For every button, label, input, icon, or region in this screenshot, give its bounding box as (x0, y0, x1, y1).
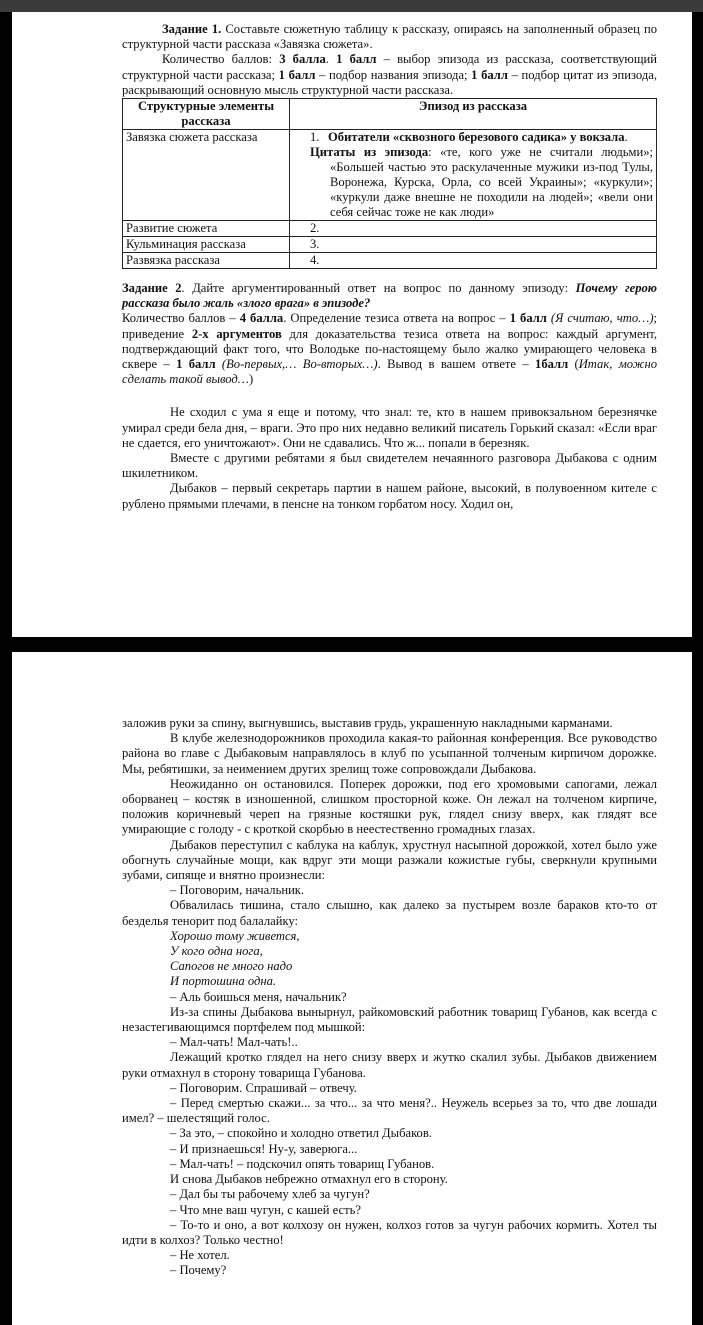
task1-score-a: 1 балл (336, 52, 377, 67)
task1-score-a-text: – выбор эпизода из рассказа, соответствующий структурной части рассказа; (122, 52, 658, 82)
story-paragraph: – Мал-чать! Мал-чать!.. (170, 1035, 298, 1050)
task1-score-c-text: – подбор цитат из эпизода, раскрывающий основную мысль структурной части рассказа. (122, 67, 658, 97)
row1-episode (290, 130, 657, 221)
story-paragraph: – Поговорим. Спрашивай – отвечу. (170, 1080, 357, 1095)
story-paragraph: Неожиданно он остановился. Поперек дорожки, под его хромовыми сапогами, лежал оборванец – костяк в изношенной, слишком просторной коже. Он лежал на толченом кирпиче, положив коричневый череп на грязные костяшки рук, глядел снизу вверх, как глядят все умирающие с голоду - с кроткой скорбью в неестественно громадных глазах. (122, 776, 657, 837)
story-paragraph: заложив руки за спину, выгнувшись, выставив грудь, украшенную накладными карманами. (122, 716, 613, 730)
task2-scoring-total: 4 балла (239, 311, 284, 326)
task1-score-b: 1 балл (278, 67, 316, 82)
story-paragraph: – То-то и оно, а вот колхозу он нужен, колхоз готов за чугун рабочих кормить. Хотел ты идти в колхоз? Только честно! (122, 1217, 657, 1247)
story-paragraph: В клубе железнодорожников проходила какая-то районная конференция. Все руководство района во главе с Дыбаковым направлялось в клуб по усыпанной толченым кирпичом дорожке. Мы, ребятишки, за неимением других зрелищ тоже сопровождали Дыбакова. (122, 731, 657, 776)
header-structural-elements: Структурные элементы рассказа (123, 99, 290, 130)
task2-scoring (122, 311, 657, 387)
row1-label: Завязка сюжета рассказа (123, 130, 290, 221)
story-paragraph: – Не хотел. (170, 1248, 230, 1263)
row1-num: 1. (310, 130, 320, 145)
document-page-2 (12, 652, 692, 1325)
story-paragraph: – Почему? (170, 1263, 227, 1278)
row3-num: 3. (310, 237, 320, 252)
table-row (123, 221, 657, 237)
task2-text: . Дайте аргументированный ответ на вопрос по данному эпизоду: (181, 281, 576, 296)
story-paragraph: – За это, – спокойно и холодно ответил Дыбаков. (170, 1126, 432, 1141)
task2-t3-score: 1балл (535, 357, 569, 372)
poem-line: Хорошо тому живется, (170, 928, 300, 943)
row1-episode-dot: . (624, 130, 628, 145)
document-page-1 (12, 12, 692, 637)
row2-episode (290, 221, 657, 237)
task1-text: Составьте сюжетную таблицу к рассказу, опираясь на заполненный образец по структурной части рассказа «Завязка сюжета». (122, 22, 657, 52)
task2-t3-close: ) (249, 372, 254, 387)
task2-t2-text: для доказательства тезиса ответа на вопрос: каждый аргумент, подтверждающий факт того, что Володьке по-настоящему было жалко умирающего человека в сквере – (122, 326, 657, 372)
story-paragraph: Дыбаков – первый секретарь партии в нашем районе, высокий, в полувоенном кителе с рублено прямыми плечами, в пенсне на тонком горбатом носу. Ходил он, (122, 481, 657, 511)
poem-line: И портошина одна. (170, 974, 277, 989)
poem-line: Сапогов не много надо (170, 959, 293, 974)
story-paragraph: – Перед смертью скажи... за что... за что меня?.. Неужель всерьез за то, что две лошади имел? – шелестящий голос. (122, 1096, 657, 1126)
task2-scoring-label: Количество баллов – (122, 311, 240, 326)
row4-episode (290, 253, 657, 269)
table-row (123, 130, 657, 221)
row3-label: Кульминация рассказа (123, 237, 290, 253)
table-row (123, 253, 657, 269)
story-paragraph: И снова Дыбаков небрежно отмахнул его в сторону. (170, 1172, 448, 1187)
task2-t2-score: 1 балл (176, 357, 216, 372)
task1-title: Задание 1. (162, 22, 222, 36)
task2-question: Почему герою рассказа было жаль «злого врага» в эпизоде? (122, 281, 657, 311)
top-bar (0, 0, 703, 12)
task2-t3-open: ( (568, 357, 579, 372)
story-paragraph: Дыбаков переступил с каблука на каблук, хрустнул насыпной дорожкой, хотел было уже обогнуть случайные мощи, как вдруг эти мощи разжали кожистые губы, сверкнули крупными зубами, сипяще и внятно произнесли: (122, 837, 657, 883)
table-row (123, 237, 657, 253)
task1-scoring-total: 3 балла (279, 52, 326, 67)
story-paragraph: Вместе с другими ребятами я был свидетелем нечаянного разговора Дыбакова с одним шкилетником. (122, 451, 657, 481)
task1-score-c: 1 балл (471, 67, 508, 82)
row2-num: 2. (310, 221, 320, 236)
story-paragraph: – Дал бы ты рабочему хлеб за чугун? (170, 1187, 370, 1202)
table-header-row (123, 99, 657, 130)
poem-line: У кого одна нога, (170, 944, 263, 959)
task2-t2-hint: (Во-первых,… Во-вторых…) (215, 357, 378, 372)
story-paragraph: – И признаешься! Ну-у, заверюга... (170, 1141, 358, 1156)
task1-paragraph (122, 22, 657, 52)
task1-scoring-label: Количество баллов: (162, 52, 280, 67)
task2-t1: . Определение тезиса ответа на вопрос – (283, 311, 510, 326)
task2-t1-hint: (Я считаю, что…) (546, 311, 654, 326)
row4-num: 4. (310, 253, 320, 268)
story-paragraph: – Поговорим, начальник. (170, 883, 305, 898)
task1-scoring-sep: . (325, 52, 337, 67)
row2-label: Развитие сюжета (123, 221, 290, 237)
story-paragraph: – Мал-чать! – подскочил опять товарищ Губанов. (170, 1156, 435, 1171)
task1-score-b-text: – подбор названия эпизода; (315, 67, 472, 82)
story-paragraph: Лежащий кротко глядел на него снизу вверх и жутко скалил зубы. Дыбаков движением руки отмахнул в сторону товарища Губанова. (122, 1050, 657, 1080)
header-episode: Эпизод из рассказа (290, 99, 657, 130)
story-paragraph: Из-за спины Дыбакова вынырнул, райкомовский работник товарищ Губанов, как всегда с незастегивающимся портфелем под мышкой: (122, 1004, 657, 1035)
story-paragraph: Обвалилась тишина, стало слышно, как далеко за пустырем возле бараков кто-то от безделья тенорит под балалайку: (122, 898, 657, 928)
task2-paragraph (122, 281, 657, 311)
story-paragraph: – Что мне ваш чугун, с кашей есть? (170, 1202, 361, 1217)
row1-quotes-text: : «те, кого уже не считали людьми»; «Большей частью это раскулаченные мужики из-под Тулы, Воронежа, Курска, Орла, со всей Украины»; «куркули»; «куркули даже внешне не походили на людей»; «вели они себя сейчас тоже не как люди» (330, 145, 653, 220)
task2-t2-bold: 2-х аргументов (191, 326, 282, 341)
story-paragraph: – Аль боишься меня, начальник? (170, 989, 347, 1004)
task2-t3: . Вывод в вашем ответе – (377, 357, 536, 372)
task2-t1-score: 1 балл (509, 311, 547, 326)
story-paragraph: Не сходил с ума я еще и потому, что знал: те, кто в нашем привокзальном березнячке умирал среди бела дня, – враги. Это про них недавно великий писатель Горький сказал: «Если враг не сдается, его уничтожают». Они не сдавались. Что ж... попали в березняк. (122, 405, 657, 450)
task2-t2: ; приведение (122, 311, 658, 341)
row3-episode (290, 237, 657, 253)
task2-title: Задание 2 (122, 281, 182, 296)
row4-label: Развязка рассказа (123, 253, 290, 269)
row1-episode-title: Обитатели «сквозного березового садика» у вокзала (328, 130, 625, 145)
task2-t3-hint: Итак, можно сделать такой вывод… (122, 357, 658, 387)
row1-quotes-label: Цитаты из эпизода (310, 145, 429, 160)
plot-table (122, 98, 657, 269)
task1-scoring (122, 52, 657, 98)
